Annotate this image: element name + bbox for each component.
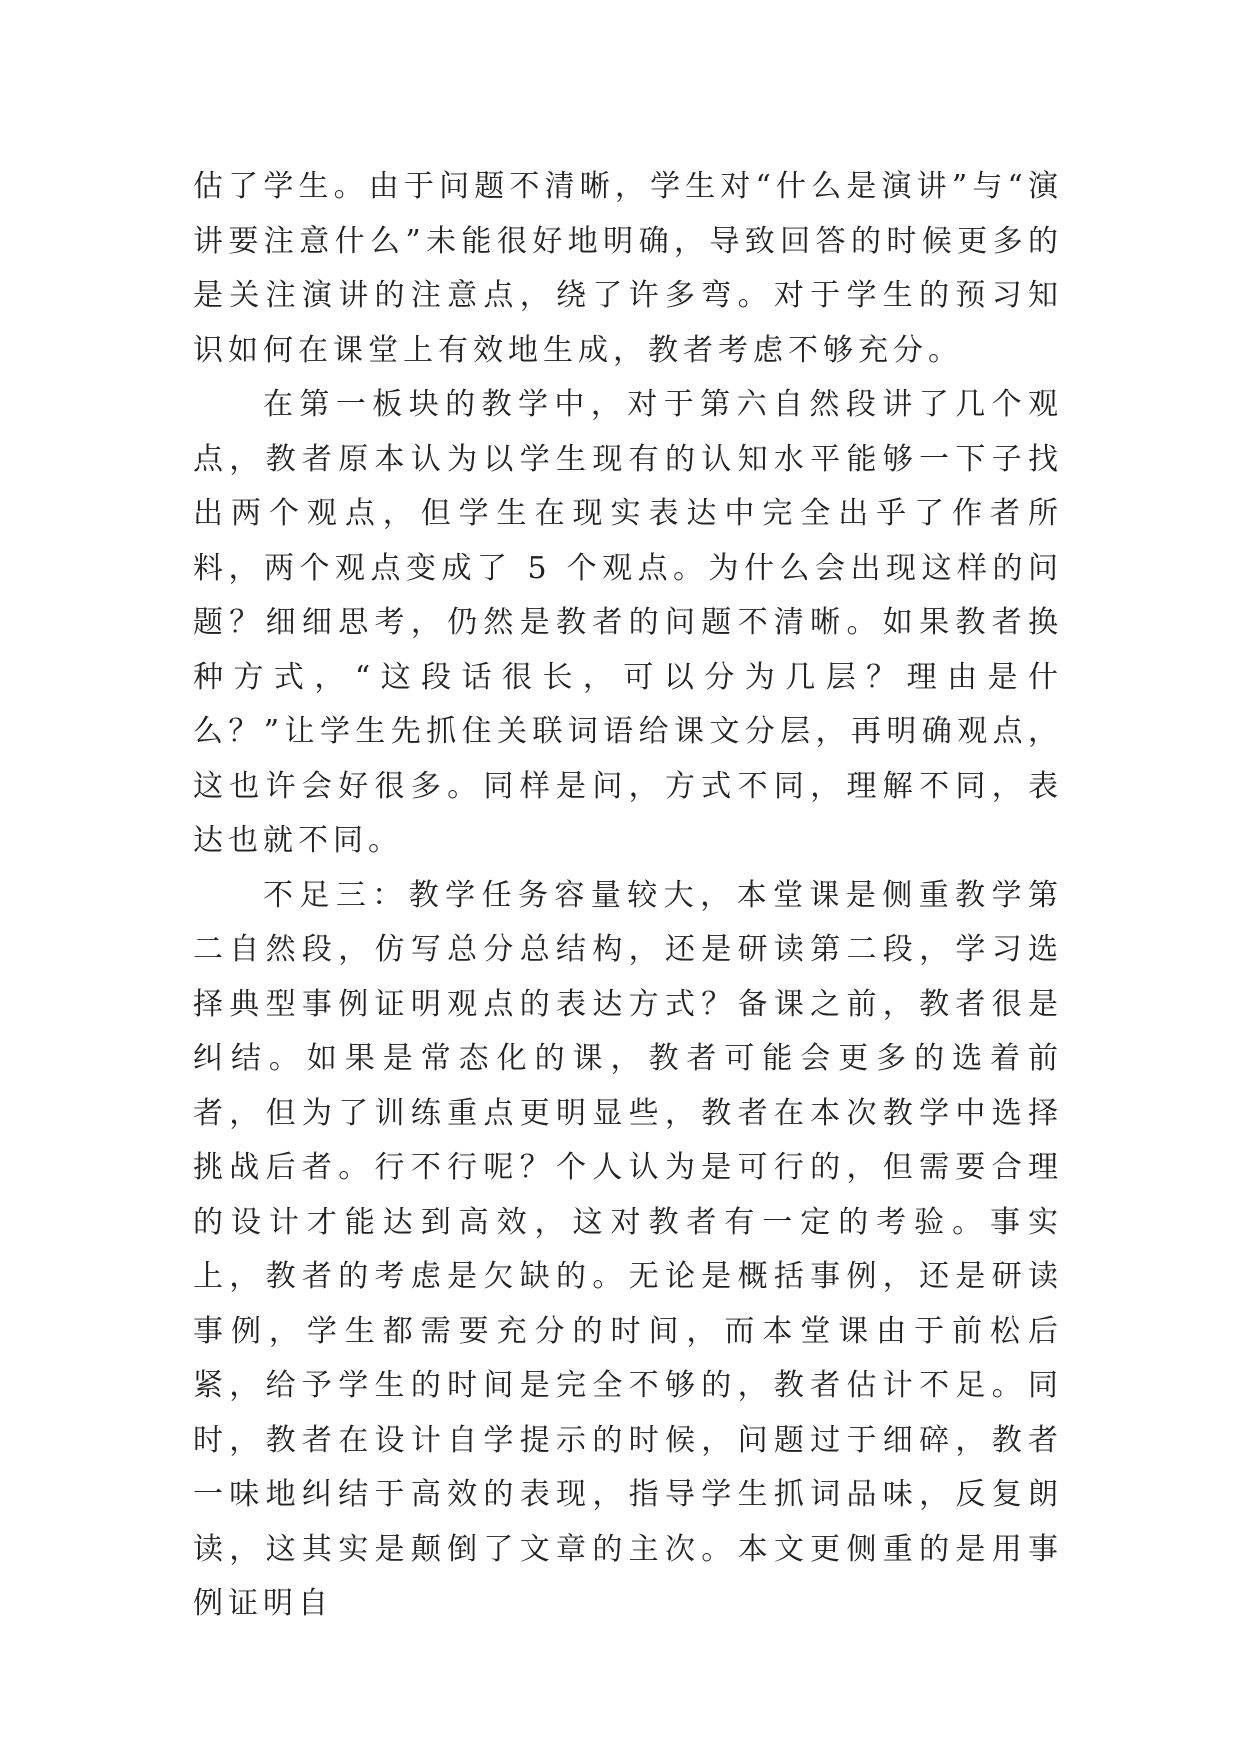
paragraph-continuation: 估了学生。由于问题不清晰，学生对“什么是演讲”与“演讲要注意什么”未能很好地明确，导致回答的时候更多的是关注演讲的注意点，绕了许多弯。对于学生的预习知识如何在课堂上有效地生成，教者考虑不够充分。 [193,169,1063,368]
paragraph-shortcoming-three: 不足三：教学任务容量较大，本堂课是侧重教学第二自然段，仿写总分总结构，还是研读第二段，学习选择典型事例证明观点的表达方式？备课之前，教者很是纠结。如果是常态化的课，教者可能会更多的选着前者，但为了训练重点更明显些，教者在本次教学中选择挑战后者。行不行呢？个人认为是可行的，但需要合理的设计才能达到高效，这对教者有一定的考验。事实上，教者的考虑是欠缺的。无论是概括事例，还是研读事例，学生都需要充分的时间，而本堂课由于前松后紧，给予学生的时间是完全不够的，教者估计不足。同时，教者在设计自学提示的时候，问题过于细碎，教者一味地纠结于高效的表现，指导学生抓词品味，反复朗读，这其实是颠倒了文章的主次。本文更侧重的是用事例证明自 [193,877,1063,1621]
paragraph-first-section: 在第一板块的教学中，对于第六自然段讲了几个观点，教者原本认为以学生现有的认知水平能够一下子找出两个观点，但学生在现实表达中完全出乎了作者所料，两个观点变成了 5 个观点。为什么会出现这样的问题？细细思考，仍然是教者的问题不清晰。如果教者换种方式，“这段话很长，可以分为几层？理由是什么？”让学生先抓住关联词语给课文分层，再明确观点，这也许会好很多。同样是问，方式不同，理解不同，表达也就不同。 [193,387,1063,858]
body-text [193,160,1063,1632]
